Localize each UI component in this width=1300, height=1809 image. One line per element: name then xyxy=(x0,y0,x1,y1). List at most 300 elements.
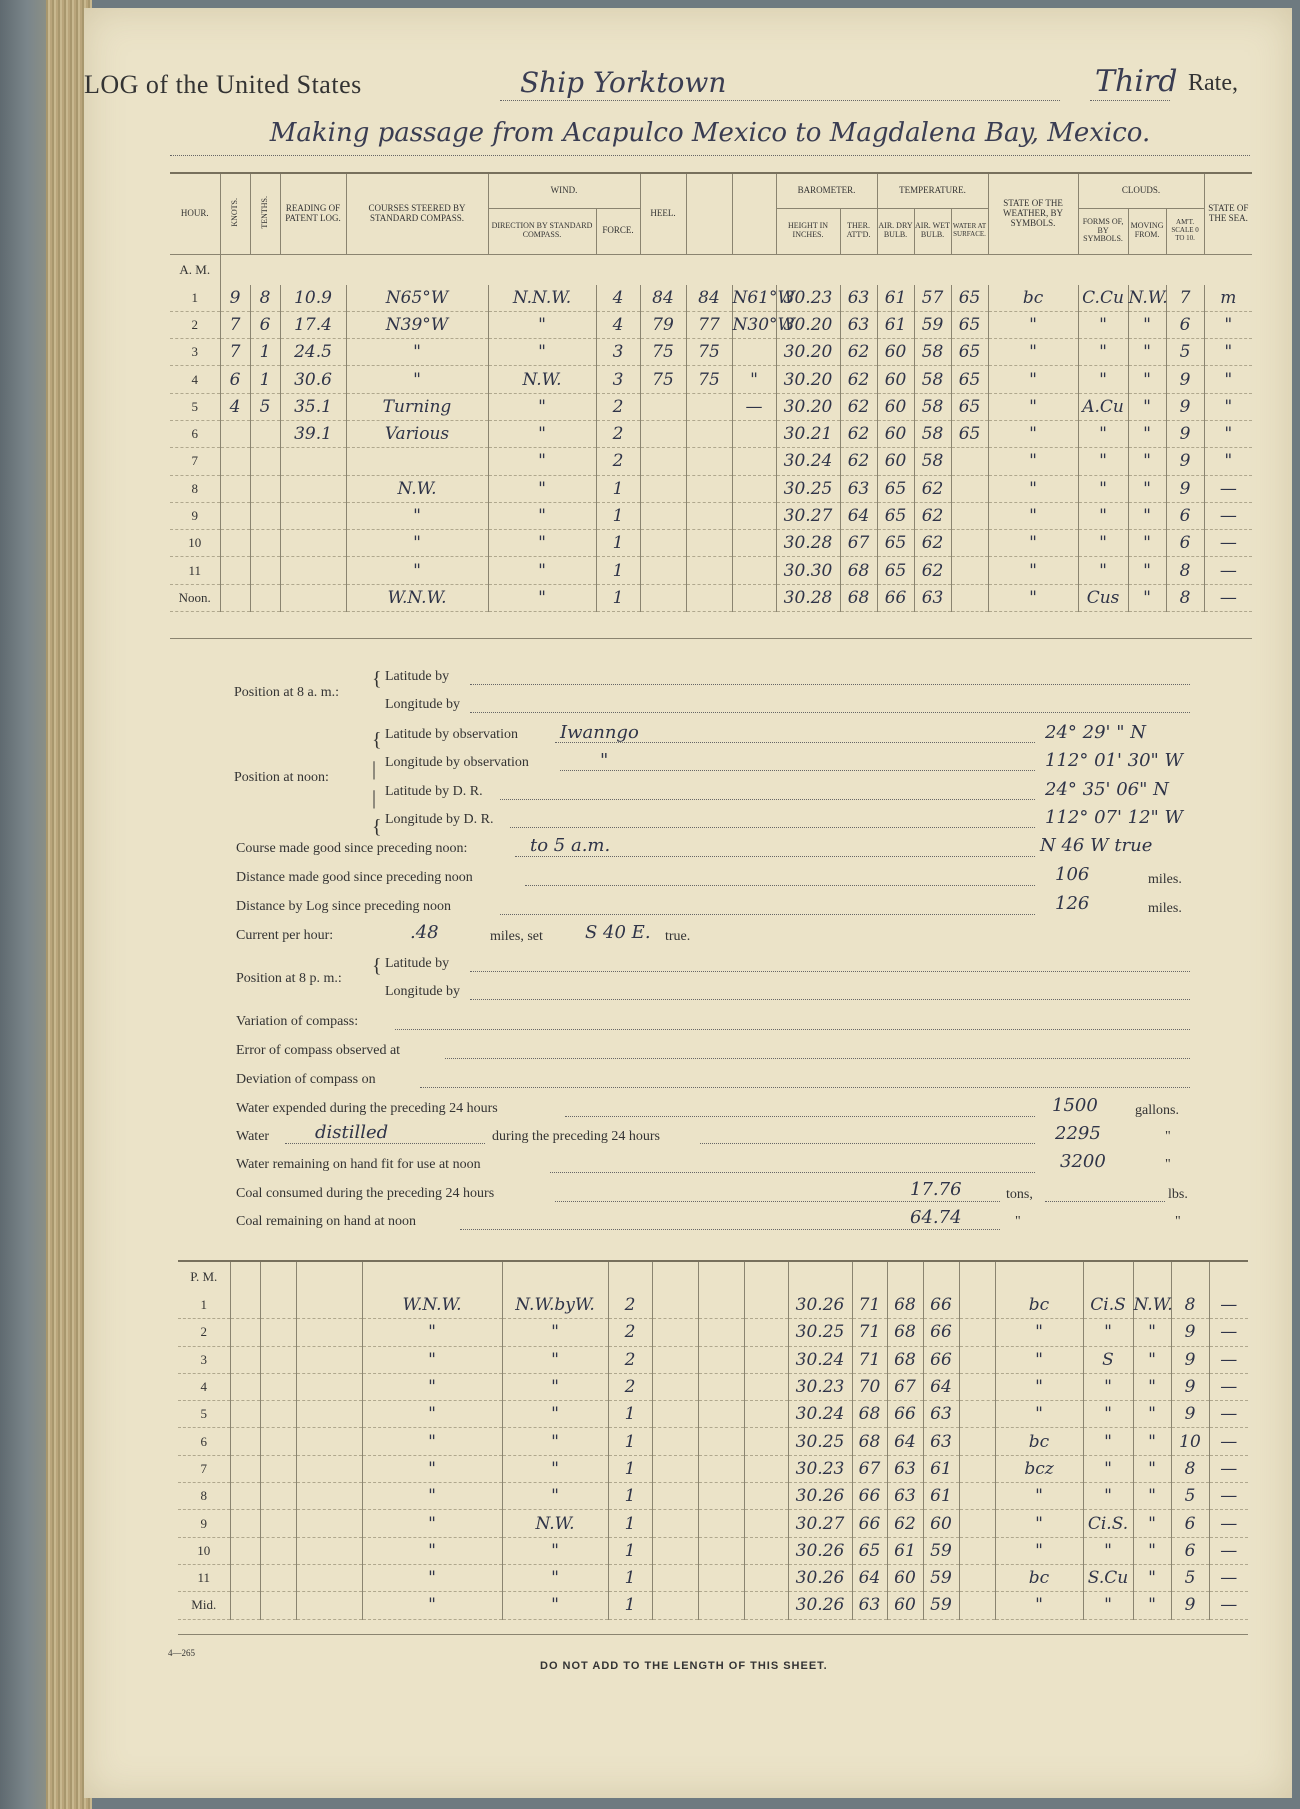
pm-cell-course: " xyxy=(362,1319,502,1346)
pm-cell-wind-dir: " xyxy=(502,1428,608,1455)
pm-cell-sea-state: — xyxy=(1209,1455,1248,1482)
lon-8am-line xyxy=(470,712,1190,713)
pm-cell-tenths xyxy=(260,1510,296,1537)
water-rem-label: Water remaining on hand fit for use at noon xyxy=(236,1157,481,1172)
am-cell-wind-force: 2 xyxy=(596,448,640,475)
am-cell-air-dry: 60 xyxy=(877,420,914,447)
pm-cell-water-temp xyxy=(959,1401,995,1428)
am-cell-sea-state: " xyxy=(1204,366,1252,393)
pm-cell-baro-height: 30.25 xyxy=(788,1428,852,1455)
lat-obs-line xyxy=(555,742,1035,743)
pm-cell-baro-height: 30.24 xyxy=(788,1346,852,1373)
pm-row xyxy=(178,1401,1248,1428)
am-cell-heel-1 xyxy=(640,502,686,529)
coal-rem-label: Coal remaining on hand at noon xyxy=(236,1214,417,1229)
am-cell-heel-1 xyxy=(640,475,686,502)
pm-cell-cloud-moving: " xyxy=(1133,1564,1171,1591)
water-rem-line xyxy=(550,1172,1035,1173)
pm-cell-air-dry: 61 xyxy=(887,1537,923,1564)
pm-cell-ther-attd: 66 xyxy=(852,1510,887,1537)
am-cell-heel-2: 75 xyxy=(686,366,732,393)
am-cell-weather: " xyxy=(988,502,1078,529)
pm-cell-air-dry: 63 xyxy=(887,1483,923,1510)
water-during-label: during the preceding 24 hours xyxy=(492,1129,660,1144)
am-cell-cloud-amount: 8 xyxy=(1166,584,1204,611)
am-cell-cloud-moving: " xyxy=(1128,420,1166,447)
dist-good-value: 106 xyxy=(1055,864,1090,885)
pm-cell-water-temp xyxy=(959,1292,995,1319)
am-cell-heel-2 xyxy=(686,475,732,502)
water-exp-label: Water expended during the preceding 24 hours xyxy=(236,1101,498,1116)
am-cell-air-dry: 61 xyxy=(877,285,914,312)
am-cell-course xyxy=(346,448,488,475)
am-cell-heel-1: 79 xyxy=(640,311,686,338)
course-line xyxy=(515,856,1035,857)
am-cell-baro-height: 30.30 xyxy=(776,557,840,584)
pm-cell-heel-3 xyxy=(744,1428,788,1455)
pm-cell-wind-dir: N.W.byW. xyxy=(502,1292,608,1319)
pm-cell-heel-1 xyxy=(652,1455,698,1482)
am-cell-water-temp: 65 xyxy=(951,366,988,393)
am-cell-wind-force: 1 xyxy=(596,557,640,584)
am-cell-cloud-form: " xyxy=(1078,448,1128,475)
pm-cell-baro-height: 30.26 xyxy=(788,1483,852,1510)
am-cell-heel-3 xyxy=(732,420,776,447)
lon-8am-label: Longitude by xyxy=(385,697,461,712)
am-cell-sea-state: " xyxy=(1204,448,1252,475)
am-cell-cloud-amount: 6 xyxy=(1166,311,1204,338)
am-cell-baro-height: 30.28 xyxy=(776,530,840,557)
am-cell-ther-attd: 68 xyxy=(840,557,877,584)
pm-row xyxy=(178,1510,1248,1537)
water-rem-ditto: " xyxy=(1165,1157,1171,1172)
pm-cell-heel-1 xyxy=(652,1346,698,1373)
am-row xyxy=(170,448,1252,475)
am-rows xyxy=(170,285,1252,612)
error-line xyxy=(445,1058,1190,1059)
water-label: Water xyxy=(236,1129,270,1144)
pm-cell-water-temp xyxy=(959,1428,995,1455)
pm-cell-weather: " xyxy=(995,1510,1083,1537)
pm-cell-heel-1 xyxy=(652,1592,698,1619)
pm-cell-air-wet: 60 xyxy=(923,1510,959,1537)
pm-cell-tenths xyxy=(260,1564,296,1591)
am-cell-cloud-moving: " xyxy=(1128,339,1166,366)
pm-cell-cloud-form: " xyxy=(1083,1455,1133,1482)
pm-cell-sea-state: — xyxy=(1209,1428,1248,1455)
am-cell-wind-force: 3 xyxy=(596,366,640,393)
deviation-line xyxy=(420,1087,1190,1088)
am-cell-cloud-moving: " xyxy=(1128,393,1166,420)
am-cell-heel-2: 84 xyxy=(686,285,732,312)
pm-cell-hour: 6 xyxy=(178,1428,230,1455)
am-cell-air-wet: 58 xyxy=(914,448,951,475)
lon-obs-line xyxy=(560,770,1035,771)
am-cell-ther-attd: 62 xyxy=(840,339,877,366)
am-cell-course: Various xyxy=(346,420,488,447)
am-cell-heel-2 xyxy=(686,584,732,611)
am-cell-heel-3 xyxy=(732,502,776,529)
am-cell-heel-3: N30°W xyxy=(732,311,776,338)
col-wind-force: FORCE. xyxy=(596,208,640,254)
lon-obs-label: Longitude by observation xyxy=(385,755,529,770)
am-cell-sea-state: — xyxy=(1204,475,1252,502)
pm-cell-heel-2 xyxy=(698,1564,744,1591)
pm-cell-cloud-form: " xyxy=(1083,1319,1133,1346)
pm-cell-cloud-form: " xyxy=(1083,1428,1133,1455)
pm-cell-cloud-amount: 6 xyxy=(1171,1537,1209,1564)
pos-noon-label: Position at noon: xyxy=(234,770,329,785)
pm-row xyxy=(178,1537,1248,1564)
am-cell-hour: 7 xyxy=(170,448,220,475)
passage-dotline xyxy=(170,155,1250,156)
pm-cell-cloud-moving: " xyxy=(1133,1510,1171,1537)
am-cell-cloud-amount: 9 xyxy=(1166,448,1204,475)
pm-cell-patent-log xyxy=(296,1455,362,1482)
am-cell-ther-attd: 68 xyxy=(840,584,877,611)
current-set-value: S 40 E. xyxy=(585,922,651,943)
am-cell-wind-dir: N.N.W. xyxy=(488,285,596,312)
lon-8pm-label: Longitude by xyxy=(385,984,461,999)
pm-cell-sea-state: — xyxy=(1209,1319,1248,1346)
am-cell-baro-height: 30.20 xyxy=(776,339,840,366)
am-cell-wind-dir: " xyxy=(488,530,596,557)
am-row xyxy=(170,285,1252,312)
pm-cell-patent-log xyxy=(296,1537,362,1564)
col-hour: HOUR. xyxy=(170,174,220,254)
pm-cell-heel-1 xyxy=(652,1401,698,1428)
pm-cell-heel-1 xyxy=(652,1564,698,1591)
pm-cell-heel-3 xyxy=(744,1319,788,1346)
water-note: distilled xyxy=(315,1122,389,1143)
am-row xyxy=(170,475,1252,502)
dist-log-label: Distance by Log since preceding noon xyxy=(236,899,451,914)
am-cell-course: " xyxy=(346,502,488,529)
am-cell-patent-log: 24.5 xyxy=(280,339,346,366)
am-cell-air-wet: 62 xyxy=(914,475,951,502)
am-cell-patent-log: 35.1 xyxy=(280,393,346,420)
variation-label: Variation of compass: xyxy=(236,1014,359,1029)
pm-cell-course: W.N.W. xyxy=(362,1292,502,1319)
col-water-surface: WATER AT SURFACE. xyxy=(951,208,988,254)
am-cell-cloud-amount: 6 xyxy=(1166,502,1204,529)
coal-rem-ditto-2: " xyxy=(1175,1214,1181,1229)
am-cell-tenths xyxy=(250,420,280,447)
dist-log-value: 126 xyxy=(1055,893,1090,914)
am-cell-heel-1: 75 xyxy=(640,366,686,393)
am-row xyxy=(170,584,1252,611)
course-note: to 5 a.m. xyxy=(530,835,611,856)
lon-8pm-line xyxy=(470,999,1190,1000)
am-cell-sea-state: " xyxy=(1204,393,1252,420)
am-cell-hour: 9 xyxy=(170,502,220,529)
pm-cell-water-temp xyxy=(959,1373,995,1400)
pm-cell-knots xyxy=(230,1455,260,1482)
am-cell-course: " xyxy=(346,339,488,366)
am-cell-weather: " xyxy=(988,420,1078,447)
pm-cell-heel-2 xyxy=(698,1483,744,1510)
water-exp-value: 1500 xyxy=(1052,1095,1098,1116)
pm-cell-weather: " xyxy=(995,1592,1083,1619)
am-cell-water-temp xyxy=(951,557,988,584)
am-cell-hour: 2 xyxy=(170,311,220,338)
am-cell-knots: 9 xyxy=(220,285,250,312)
am-cell-hour: 6 xyxy=(170,420,220,447)
pm-cell-cloud-amount: 10 xyxy=(1171,1428,1209,1455)
am-cell-heel-3 xyxy=(732,448,776,475)
am-cell-heel-2 xyxy=(686,557,732,584)
course-value: N 46 W true xyxy=(1040,835,1153,856)
pm-cell-cloud-moving: " xyxy=(1133,1401,1171,1428)
am-cell-air-wet: 59 xyxy=(914,311,951,338)
am-cell-wind-force: 1 xyxy=(596,584,640,611)
am-cell-air-wet: 62 xyxy=(914,557,951,584)
pm-cell-knots xyxy=(230,1373,260,1400)
am-cell-knots xyxy=(220,420,250,447)
am-cell-patent-log xyxy=(280,584,346,611)
lon-dr-label: Longitude by D. R. xyxy=(385,812,494,827)
pm-cell-patent-log xyxy=(296,1564,362,1591)
pm-row xyxy=(178,1564,1248,1591)
pm-cell-air-wet: 59 xyxy=(923,1592,959,1619)
am-cell-course: N65°W xyxy=(346,285,488,312)
lat-obs-value: 24° 29' " N xyxy=(1045,722,1146,743)
pm-cell-water-temp xyxy=(959,1455,995,1482)
am-cell-sea-state: " xyxy=(1204,420,1252,447)
am-cell-sea-state: " xyxy=(1204,311,1252,338)
am-cell-course: Turning xyxy=(346,393,488,420)
pm-cell-air-wet: 66 xyxy=(923,1346,959,1373)
brace-8am: { xyxy=(372,668,382,690)
pm-cell-hour: 9 xyxy=(178,1510,230,1537)
rate-dotline xyxy=(1090,100,1170,101)
pm-cell-water-temp xyxy=(959,1319,995,1346)
am-cell-heel-1 xyxy=(640,393,686,420)
coal-cons-line xyxy=(555,1201,1000,1202)
am-cell-wind-dir: N.W. xyxy=(488,366,596,393)
am-cell-heel-3: — xyxy=(732,393,776,420)
pm-cell-weather: bc xyxy=(995,1564,1083,1591)
am-cell-hour: 4 xyxy=(170,366,220,393)
pm-cell-hour: 2 xyxy=(178,1319,230,1346)
am-label: A. M. xyxy=(179,261,211,277)
am-cell-baro-height: 30.20 xyxy=(776,311,840,338)
am-cell-heel-1 xyxy=(640,448,686,475)
am-cell-tenths xyxy=(250,475,280,502)
am-cell-cloud-moving: " xyxy=(1128,475,1166,502)
am-cell-air-dry: 66 xyxy=(877,584,914,611)
am-cell-heel-3 xyxy=(732,584,776,611)
pm-cell-tenths xyxy=(260,1319,296,1346)
pm-cell-cloud-moving: " xyxy=(1133,1373,1171,1400)
pm-cell-wind-force: 1 xyxy=(608,1483,652,1510)
pm-cell-baro-height: 30.26 xyxy=(788,1292,852,1319)
am-cell-weather: " xyxy=(988,339,1078,366)
am-cell-wind-dir: " xyxy=(488,393,596,420)
am-cell-wind-force: 4 xyxy=(596,285,640,312)
pm-cell-cloud-form: " xyxy=(1083,1592,1133,1619)
col-courses: COURSES STEERED BY STANDARD COMPASS. xyxy=(346,174,488,254)
pm-cell-cloud-form: " xyxy=(1083,1483,1133,1510)
am-cell-course: W.N.W. xyxy=(346,584,488,611)
am-cell-ther-attd: 63 xyxy=(840,311,877,338)
pm-cell-tenths xyxy=(260,1592,296,1619)
pm-cell-heel-1 xyxy=(652,1292,698,1319)
am-cell-ther-attd: 62 xyxy=(840,420,877,447)
am-cell-heel-1: 75 xyxy=(640,339,686,366)
pm-cell-wind-dir: " xyxy=(502,1401,608,1428)
pm-cell-ther-attd: 66 xyxy=(852,1483,887,1510)
pm-cell-weather: " xyxy=(995,1346,1083,1373)
am-cell-course: " xyxy=(346,530,488,557)
pm-cell-baro-height: 30.27 xyxy=(788,1510,852,1537)
pm-cell-wind-dir: " xyxy=(502,1537,608,1564)
am-cell-tenths xyxy=(250,502,280,529)
am-cell-tenths: 1 xyxy=(250,366,280,393)
pm-cell-water-temp xyxy=(959,1510,995,1537)
am-cell-hour: 5 xyxy=(170,393,220,420)
pm-rows xyxy=(178,1292,1248,1619)
am-cell-heel-2: 77 xyxy=(686,311,732,338)
am-cell-air-wet: 57 xyxy=(914,285,951,312)
am-cell-water-temp: 65 xyxy=(951,311,988,338)
pm-cell-course: " xyxy=(362,1346,502,1373)
pm-cell-hour: 8 xyxy=(178,1483,230,1510)
am-cell-heel-1: 84 xyxy=(640,285,686,312)
am-cell-ther-attd: 64 xyxy=(840,502,877,529)
pm-cell-sea-state: — xyxy=(1209,1292,1248,1319)
pm-cell-baro-height: 30.23 xyxy=(788,1455,852,1482)
lat-dr-label: Latitude by D. R. xyxy=(385,784,483,799)
pm-cell-water-temp xyxy=(959,1346,995,1373)
am-cell-course: " xyxy=(346,557,488,584)
pm-cell-wind-dir: " xyxy=(502,1346,608,1373)
am-cell-heel-3 xyxy=(732,557,776,584)
am-cell-weather: " xyxy=(988,557,1078,584)
pm-cell-air-wet: 66 xyxy=(923,1319,959,1346)
am-cell-wind-dir: " xyxy=(488,339,596,366)
pm-cell-baro-height: 30.26 xyxy=(788,1537,852,1564)
pm-cell-course: " xyxy=(362,1592,502,1619)
pm-cell-sea-state: — xyxy=(1209,1537,1248,1564)
lat-dr-line xyxy=(500,799,1035,800)
am-cell-knots xyxy=(220,502,250,529)
am-cell-patent-log xyxy=(280,530,346,557)
col-barometer: BAROMETER. xyxy=(776,174,877,208)
am-cell-knots: 7 xyxy=(220,311,250,338)
am-cell-heel-3 xyxy=(732,530,776,557)
pm-cell-knots xyxy=(230,1483,260,1510)
am-cell-baro-height: 30.28 xyxy=(776,584,840,611)
pm-cell-hour: 1 xyxy=(178,1292,230,1319)
pm-cell-heel-2 xyxy=(698,1455,744,1482)
am-row xyxy=(170,420,1252,447)
pm-cell-air-dry: 67 xyxy=(887,1373,923,1400)
pm-cell-weather: bc xyxy=(995,1428,1083,1455)
am-cell-sea-state: — xyxy=(1204,530,1252,557)
pos-8pm-label: Position at 8 p. m.: xyxy=(236,971,342,986)
pm-cell-patent-log xyxy=(296,1592,362,1619)
coal-rem-ditto-1: " xyxy=(1015,1214,1021,1229)
water-dist-line xyxy=(700,1143,1035,1144)
pm-cell-heel-1 xyxy=(652,1537,698,1564)
am-cell-heel-2 xyxy=(686,448,732,475)
pm-cell-air-dry: 68 xyxy=(887,1346,923,1373)
pm-cell-air-wet: 61 xyxy=(923,1455,959,1482)
pm-cell-patent-log xyxy=(296,1428,362,1455)
am-cell-sea-state: — xyxy=(1204,557,1252,584)
am-cell-baro-height: 30.25 xyxy=(776,475,840,502)
am-cell-patent-log xyxy=(280,475,346,502)
am-cell-heel-2 xyxy=(686,393,732,420)
am-cell-knots xyxy=(220,584,250,611)
am-row xyxy=(170,393,1252,420)
am-cell-wind-dir: " xyxy=(488,557,596,584)
pm-cell-hour: 3 xyxy=(178,1346,230,1373)
pm-cell-sea-state: — xyxy=(1209,1346,1248,1373)
pm-cell-air-dry: 60 xyxy=(887,1564,923,1591)
pm-cell-wind-dir: N.W. xyxy=(502,1510,608,1537)
variation-line xyxy=(395,1029,1190,1030)
pm-cell-cloud-amount: 5 xyxy=(1171,1564,1209,1591)
pm-cell-cloud-form: S xyxy=(1083,1346,1133,1373)
pm-cell-heel-3 xyxy=(744,1455,788,1482)
pm-cell-water-temp xyxy=(959,1537,995,1564)
col-cloud-forms: FORMS OF, BY SYMBOLS. xyxy=(1078,208,1128,254)
lat-8am-label: Latitude by xyxy=(385,669,450,684)
pm-cell-course: " xyxy=(362,1483,502,1510)
pm-cell-patent-log xyxy=(296,1319,362,1346)
col-blank-1 xyxy=(686,174,732,254)
pm-cell-weather: bc xyxy=(995,1292,1083,1319)
am-cell-water-temp xyxy=(951,530,988,557)
pm-cell-wind-dir: " xyxy=(502,1319,608,1346)
pm-cell-air-wet: 66 xyxy=(923,1292,959,1319)
pm-cell-heel-2 xyxy=(698,1373,744,1400)
pm-cell-cloud-moving: N.W. xyxy=(1133,1292,1171,1319)
am-cell-wind-dir: " xyxy=(488,475,596,502)
pm-cell-patent-log xyxy=(296,1373,362,1400)
pm-cell-knots xyxy=(230,1319,260,1346)
am-cell-heel-2: 75 xyxy=(686,339,732,366)
am-cell-sea-state: — xyxy=(1204,502,1252,529)
pm-cell-heel-2 xyxy=(698,1292,744,1319)
pm-cell-sea-state: — xyxy=(1209,1401,1248,1428)
lon-dr-line xyxy=(510,827,1035,828)
pm-cell-baro-height: 30.26 xyxy=(788,1564,852,1591)
am-cell-air-wet: 63 xyxy=(914,584,951,611)
pm-cell-heel-2 xyxy=(698,1537,744,1564)
pm-cell-wind-dir: " xyxy=(502,1373,608,1400)
pm-cell-cloud-amount: 8 xyxy=(1171,1292,1209,1319)
pm-cell-tenths xyxy=(260,1428,296,1455)
coal-lbs-line xyxy=(1045,1201,1165,1202)
water-dist-value: 2295 xyxy=(1055,1123,1101,1144)
pm-row xyxy=(178,1319,1248,1346)
pm-cell-wind-force: 2 xyxy=(608,1373,652,1400)
pm-cell-tenths xyxy=(260,1483,296,1510)
pm-row xyxy=(178,1346,1248,1373)
coal-cons-lbs: lbs. xyxy=(1168,1187,1188,1202)
am-cell-tenths xyxy=(250,530,280,557)
am-cell-air-dry: 65 xyxy=(877,557,914,584)
pm-cell-cloud-moving: " xyxy=(1133,1537,1171,1564)
pm-cell-heel-3 xyxy=(744,1292,788,1319)
col-patent-log: READING OF PATENT LOG. xyxy=(280,174,346,254)
pm-cell-wind-force: 1 xyxy=(608,1428,652,1455)
pm-cell-cloud-amount: 8 xyxy=(1171,1455,1209,1482)
col-air-dry: AIR. DRY BULB. xyxy=(877,208,914,254)
